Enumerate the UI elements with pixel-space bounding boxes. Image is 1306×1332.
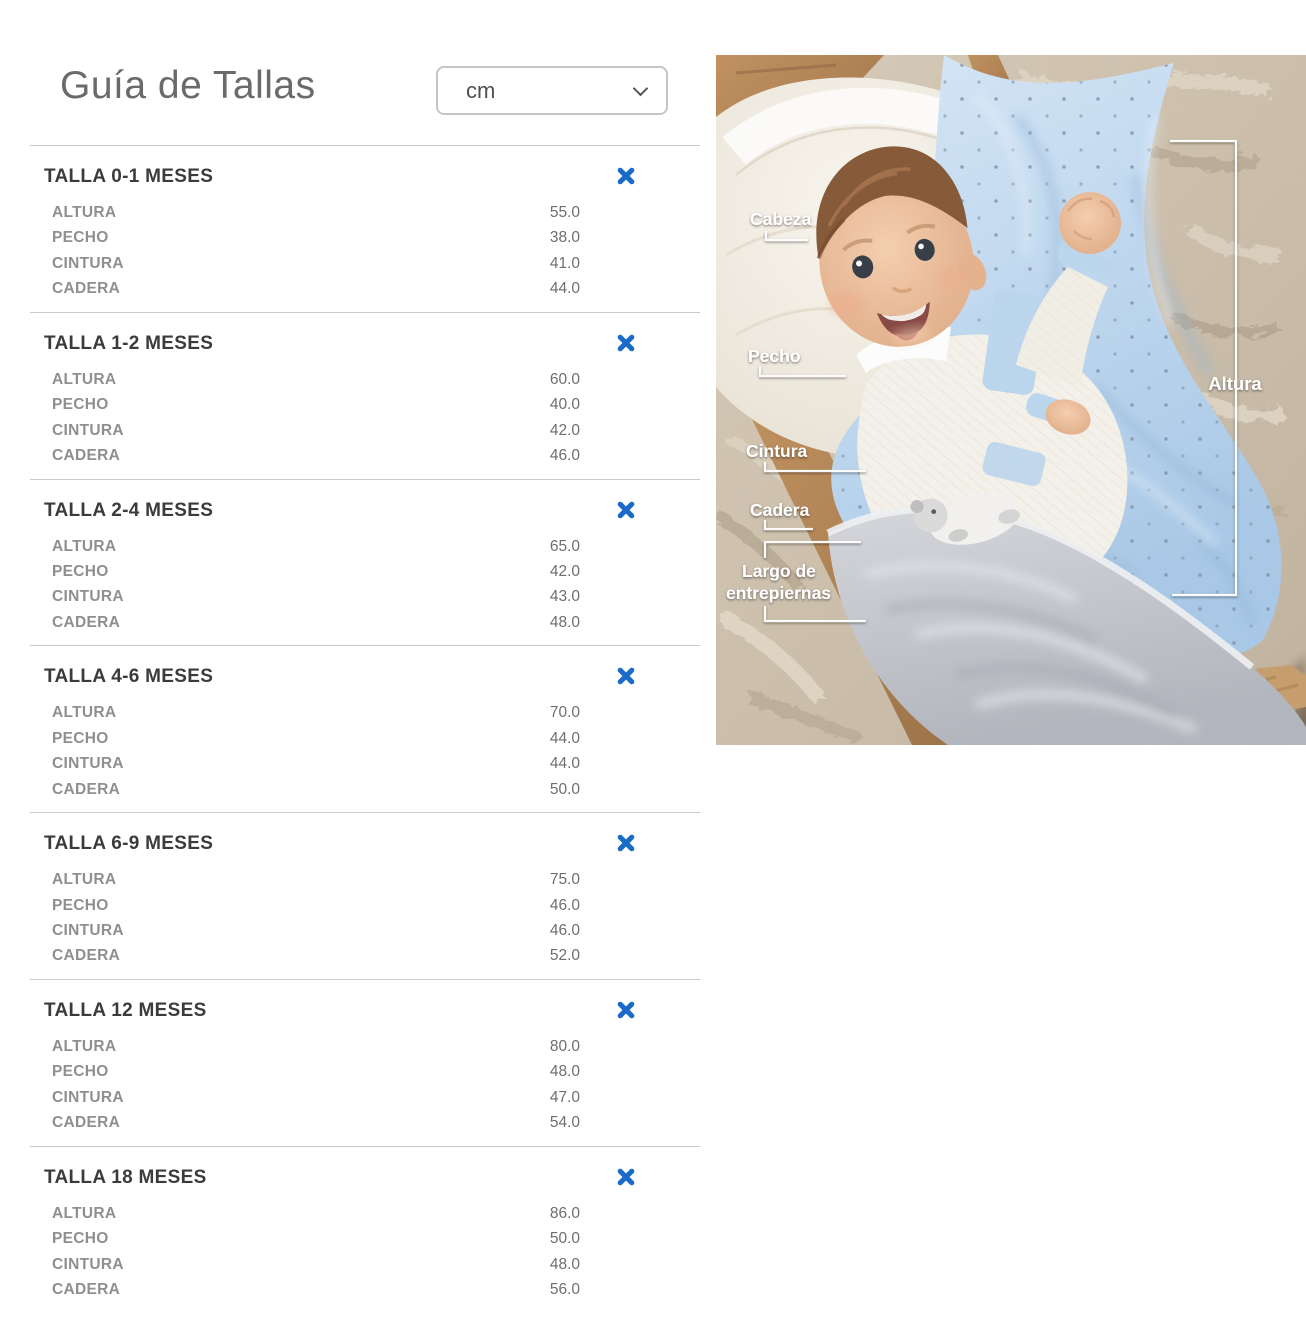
measurement-row xyxy=(52,251,700,276)
size-section-title: TALLA 4-6 MESES xyxy=(44,666,214,688)
measurement-value: 86.0 xyxy=(549,1204,580,1222)
measurement-label: PECHO xyxy=(52,229,109,247)
measurement-row xyxy=(52,777,700,802)
measurement-row xyxy=(52,392,700,417)
size-section xyxy=(30,645,700,811)
measurement-label: CADERA xyxy=(52,613,121,631)
measurement-label: CINTURA xyxy=(52,755,124,773)
photo-grain xyxy=(716,55,1306,745)
size-section-title: TALLA 2-4 MESES xyxy=(44,499,214,521)
measurement-row xyxy=(52,559,700,584)
measurement-label: CINTURA xyxy=(52,421,124,439)
size-section-title: TALLA 1-2 MESES xyxy=(44,332,214,354)
measurement-value: 46.0 xyxy=(549,896,580,914)
size-section xyxy=(30,1146,700,1312)
measurement-label: CADERA xyxy=(52,1280,121,1298)
measurement-label: ALTURA xyxy=(52,370,117,388)
close-icon xyxy=(616,1000,636,1020)
measurement-value: 80.0 xyxy=(549,1038,580,1055)
measurement-value: 42.0 xyxy=(549,562,580,580)
measurement-row xyxy=(52,1252,700,1277)
measurement-value: 48.0 xyxy=(549,1255,580,1273)
close-size-section-button[interactable] xyxy=(616,500,636,520)
measurement-value: 75.0 xyxy=(549,871,580,889)
measurement-label: ALTURA xyxy=(52,704,117,722)
measurement-value: 44.0 xyxy=(549,280,580,298)
measurement-row xyxy=(52,584,700,609)
measurement-value: 52.0 xyxy=(549,947,580,965)
label-pecho: Pecho xyxy=(748,346,801,366)
measurement-rows xyxy=(52,867,700,969)
measurement-rows xyxy=(52,1201,700,1303)
measurement-value: 40.0 xyxy=(549,396,580,414)
measurement-rows xyxy=(52,700,700,802)
measurement-label: CINTURA xyxy=(52,1088,124,1106)
measurement-label: ALTURA xyxy=(52,1038,117,1055)
label-cabeza: Cabeza xyxy=(750,209,812,229)
measurement-row xyxy=(52,443,700,468)
label-cintura: Cintura xyxy=(746,441,808,461)
measurement-rows xyxy=(52,534,700,636)
measurement-row xyxy=(52,893,700,918)
size-section-title: TALLA 0-1 MESES xyxy=(44,166,214,187)
label-largo-entrepiernas-line2: entrepiernas xyxy=(726,583,832,603)
measurement-row xyxy=(52,1277,700,1302)
measurement-rows xyxy=(52,200,700,302)
measurement-label: CADERA xyxy=(52,947,121,965)
label-largo-entrepiernas-line1: Largo de xyxy=(742,561,816,581)
measurement-value: 70.0 xyxy=(549,704,580,722)
size-section xyxy=(30,312,700,478)
measurement-label: CINTURA xyxy=(52,588,124,606)
size-section-title: TALLA 18 MESES xyxy=(44,1166,207,1188)
size-guide-photo xyxy=(716,55,1306,745)
measurement-row xyxy=(52,200,700,225)
measurement-value: 54.0 xyxy=(549,1114,580,1132)
measurement-row xyxy=(52,918,700,943)
measurement-value: 65.0 xyxy=(549,537,580,555)
close-icon xyxy=(616,666,636,686)
measurement-value: 50.0 xyxy=(549,780,580,798)
measurement-row xyxy=(52,726,700,751)
close-icon xyxy=(616,500,636,520)
measurement-row xyxy=(52,418,700,443)
page-title: Guía de Tallas xyxy=(60,64,316,107)
measurement-label: PECHO xyxy=(52,729,109,747)
close-size-section-button[interactable] xyxy=(616,333,636,353)
measurement-label: ALTURA xyxy=(52,871,117,889)
measurement-row xyxy=(52,367,700,392)
measurement-row xyxy=(52,943,700,968)
measurement-row xyxy=(52,700,700,725)
measurement-row xyxy=(52,1110,700,1135)
measurement-label: CADERA xyxy=(52,446,121,464)
close-icon xyxy=(616,1167,636,1187)
measurement-value: 47.0 xyxy=(549,1088,580,1106)
measurement-row xyxy=(52,610,700,635)
measurement-label: CADERA xyxy=(52,280,121,298)
measurement-label: PECHO xyxy=(52,896,109,914)
measurement-row xyxy=(52,534,700,559)
measurement-row xyxy=(52,751,700,776)
measurement-row xyxy=(52,1201,700,1226)
measurement-value: 41.0 xyxy=(549,254,580,272)
measurement-label: PECHO xyxy=(52,1063,109,1081)
measurement-value: 56.0 xyxy=(549,1280,580,1298)
label-altura: Altura xyxy=(1208,373,1262,394)
measurement-value: 46.0 xyxy=(549,921,580,939)
measurement-value: 43.0 xyxy=(549,588,580,606)
measurement-row xyxy=(52,225,700,250)
measurement-value: 38.0 xyxy=(549,229,580,247)
measurement-rows xyxy=(52,1034,700,1136)
measurement-label: ALTURA xyxy=(52,204,117,221)
measurement-value: 42.0 xyxy=(549,421,580,439)
measurement-value: 48.0 xyxy=(549,613,580,631)
measurement-row xyxy=(52,1034,700,1059)
measurement-label: ALTURA xyxy=(52,537,117,555)
size-section xyxy=(30,479,700,645)
measurement-label: CADERA xyxy=(52,1114,121,1132)
close-icon xyxy=(616,833,636,853)
close-size-section-button[interactable] xyxy=(616,833,636,853)
measurement-label: CINTURA xyxy=(52,921,124,939)
size-section xyxy=(30,145,700,311)
measurement-value: 44.0 xyxy=(549,755,580,773)
measurement-value: 50.0 xyxy=(549,1230,580,1248)
close-size-section-button[interactable] xyxy=(616,1000,636,1020)
measurement-label: CADERA xyxy=(52,780,121,798)
close-size-section-button[interactable] xyxy=(616,666,636,686)
measurement-row xyxy=(52,1085,700,1110)
measurement-row xyxy=(52,867,700,892)
measurement-rows xyxy=(52,367,700,469)
measurement-label: PECHO xyxy=(52,1230,109,1248)
measurement-row xyxy=(52,1059,700,1084)
measurement-row xyxy=(52,1226,700,1251)
measurement-row xyxy=(52,276,700,301)
size-section-title: TALLA 12 MESES xyxy=(44,1000,207,1021)
measurement-label: CINTURA xyxy=(52,1255,124,1273)
measurement-label: ALTURA xyxy=(52,1204,117,1222)
close-size-section-button[interactable] xyxy=(616,1167,636,1187)
measurement-label: PECHO xyxy=(52,562,109,580)
label-cadera: Cadera xyxy=(750,500,810,520)
measurement-value: 48.0 xyxy=(549,1063,580,1081)
measurement-value: 46.0 xyxy=(549,446,580,464)
close-icon xyxy=(616,333,636,353)
measurement-label: CINTURA xyxy=(52,254,124,272)
baby-illustration xyxy=(716,55,1306,745)
measurement-value: 44.0 xyxy=(549,729,580,747)
measurement-value: 55.0 xyxy=(549,204,580,221)
size-section-title: TALLA 6-9 MESES xyxy=(44,833,214,855)
measurement-value: 60.0 xyxy=(549,370,580,388)
measurement-label: PECHO xyxy=(52,396,109,414)
close-icon xyxy=(616,166,636,186)
size-section xyxy=(30,979,700,1145)
size-section xyxy=(30,812,700,978)
close-size-section-button[interactable] xyxy=(616,166,636,186)
